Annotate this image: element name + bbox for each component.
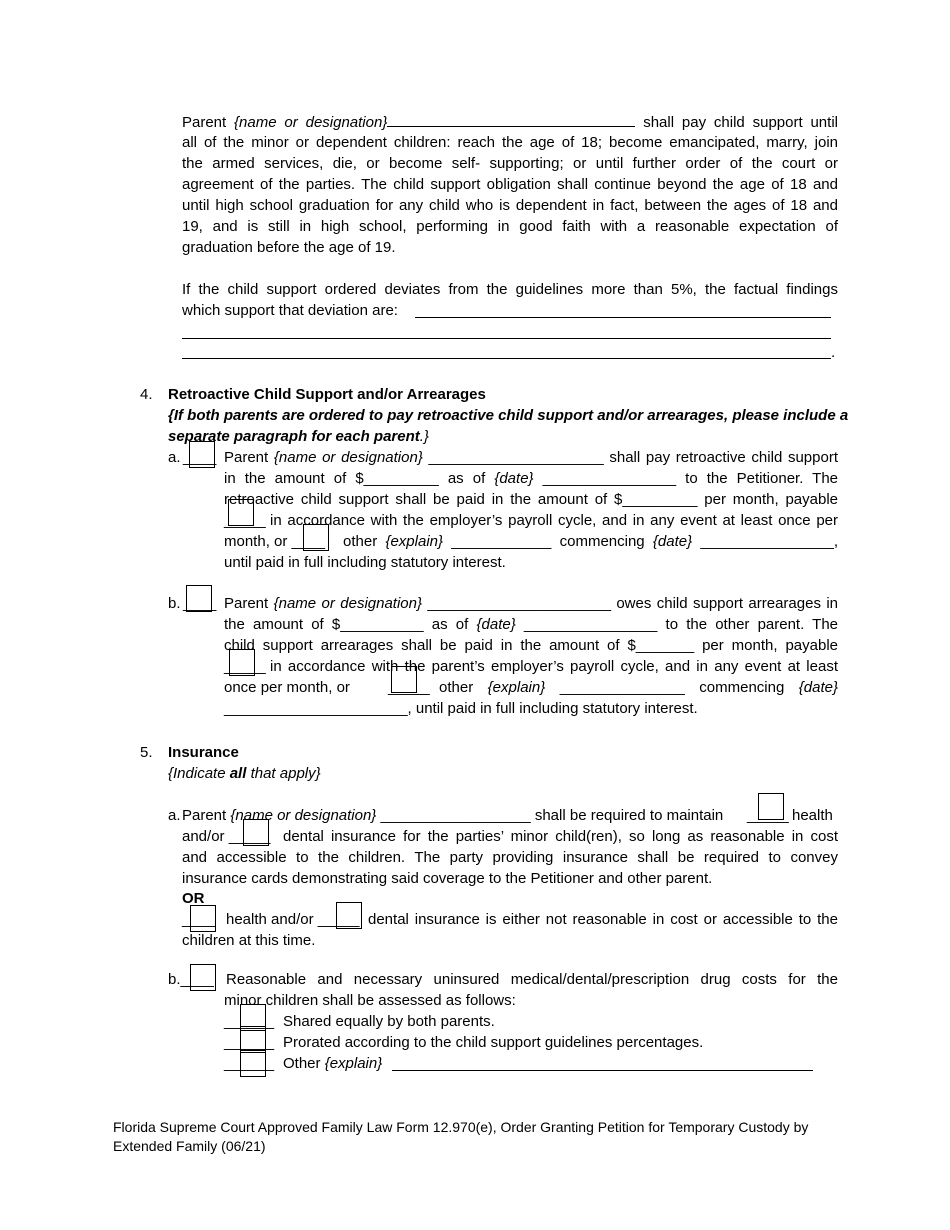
option-prorated-underscores: ______ (224, 1034, 275, 1051)
checkbox-other[interactable] (240, 1050, 266, 1077)
item-5b-label: b.____ (168, 971, 214, 988)
checkbox-5a-not-reasonable-dental[interactable] (336, 902, 362, 929)
checkbox-prorated[interactable] (240, 1026, 266, 1053)
option-shared-equally: Shared equally by both parents. (283, 1013, 495, 1030)
item-4b-label: b. (168, 595, 181, 612)
option-other-underscores: ______ (224, 1055, 275, 1072)
item-4a-line-2: in the amount of $_________ as of {date} ________________ to the Petitioner. The (224, 470, 839, 487)
other-explain-blank[interactable] (392, 1070, 813, 1071)
item-5a-line-7: children at this time. (182, 932, 316, 949)
item-4a-label: a. (168, 449, 181, 466)
item-5a-line-4: insurance cards demonstrating said coverage to the Petitioner and other parent. (182, 870, 713, 887)
section-5-number: 5. (140, 744, 153, 761)
deviation-line-1: If the child support ordered deviates from the guidelines more than 5%, the factual findings (182, 281, 838, 298)
item-5a-line-6: dental insurance is either not reasonable in cost or accessible to the (368, 911, 838, 928)
checkbox-4a-other[interactable] (303, 524, 329, 551)
deviation-findings-blank-1[interactable] (415, 317, 831, 318)
intro-line-5: until high school graduation for any child who is dependent in fact, between the ages of 18 and (182, 197, 838, 214)
option-prorated: Prorated according to the child support guidelines percentages. (283, 1034, 704, 1051)
footer-line-1: Florida Supreme Court Approved Family Law Form 12.970(e), Order Granting Petition for Temporary Custody by (113, 1119, 809, 1135)
section-4-number: 4. (140, 386, 153, 403)
section-5-heading: Insurance (168, 744, 239, 761)
item-4a-lead-underscores: ____ (183, 449, 217, 466)
item-4b-line-3: child support arrearages shall be paid in the amount of $_______ per month, payable (224, 637, 838, 654)
checkbox-4b-payroll[interactable] (229, 649, 255, 676)
item-5a-label: a. (168, 807, 181, 824)
item-4b-line-5-rest: other {explain} _______________ commencing {date} (439, 679, 839, 696)
item-4a-line-5: month, or ____ (224, 533, 325, 550)
checkbox-4b[interactable] (186, 585, 212, 612)
deviation-period: . (831, 344, 836, 361)
intro-line-3: the armed services, die, or become self- supporting; or until further order of the court or (182, 155, 838, 172)
item-4b-line-4-underscores: _____ (224, 658, 266, 675)
checkbox-4b-other[interactable] (391, 666, 417, 693)
section-4-note-2: separate paragraph for each parent.} (168, 428, 429, 445)
item-4b-line-5: once per month, or (224, 679, 350, 696)
item-5a-health-underscores: _____ (747, 807, 789, 824)
intro-line-4: agreement of the parties. The child support obligation shall continue beyond the age of 18 and (182, 176, 838, 193)
item-5a-health-label: health (792, 807, 833, 824)
item-5a-and-or: and/or _____ (182, 828, 271, 845)
footer-line-2: Extended Family (06/21) (113, 1138, 266, 1154)
item-4a-line-4-underscores: _____ (224, 512, 266, 529)
option-shared-underscores: ______ (224, 1013, 275, 1030)
item-4a-line-5-rest: other {explain} ____________ commencing {date} ________________, (343, 533, 839, 550)
item-4b-line-5-underscores: _____ (388, 679, 430, 696)
intro-line-1: Parent {name or designation} shall pay child support until (182, 114, 838, 131)
deviation-findings-blank-3[interactable] (182, 358, 831, 359)
checkbox-5a-dental[interactable] (243, 819, 269, 846)
checkbox-5a-health[interactable] (758, 793, 784, 820)
section-5-note: {Indicate all that apply} (168, 765, 321, 782)
checkbox-5a-not-reasonable-health[interactable] (190, 905, 216, 932)
option-other: Other {explain} (283, 1055, 383, 1072)
section-4-note-1: {If both parents are ordered to pay retroactive child support and/or arrearages, please include a (168, 407, 849, 424)
item-5a-line-1: Parent {name or designation} __________________ shall be required to maintain (182, 807, 724, 824)
checkbox-5b[interactable] (190, 964, 216, 991)
item-5b-line-1: Reasonable and necessary uninsured medical/dental/prescription drug costs for the (226, 971, 838, 988)
item-4b-line-2: the amount of $__________ as of {date} ________________ to the other parent. The (224, 616, 839, 633)
intro-line-7: graduation before the age of 19. (182, 239, 396, 256)
section-4-heading: Retroactive Child Support and/or Arrearages (168, 386, 486, 403)
item-4b-line-6: ______________________, until paid in full including statutory interest. (224, 700, 698, 717)
item-5a-line-6-health: health and/or _____ (226, 911, 360, 928)
item-5a-line-3: and accessible to the children. The party providing insurance shall be required to convey (182, 849, 838, 866)
item-4a-line-1: Parent {name or designation} _____________________ shall pay retroactive child support (224, 449, 838, 466)
item-5a-or: OR (182, 890, 205, 907)
deviation-line-2: which support that deviation are: (182, 302, 398, 319)
item-4b-lead-underscores: ____ (183, 595, 217, 612)
checkbox-4a-payroll[interactable] (228, 499, 254, 526)
intro-line-2: all of the minor or dependent children: reach the age of 18; become emancipated, marry, join (182, 134, 838, 151)
item-4b-line-4: in accordance with the parent’s employer’s payroll cycle, and in any event at least (270, 658, 838, 675)
item-5a-line-2: dental insurance for the parties’ minor child(ren), so long as reasonable in cost (283, 828, 838, 845)
item-4b-line-1: Parent {name or designation} ______________________ owes child support arrearages in (224, 595, 839, 612)
item-4a-line-4: in accordance with the employer’s payroll cycle, and in any event at least once per (270, 512, 838, 529)
item-4a-line-3: retroactive child support shall be paid in the amount of $_________ per month, payable (224, 491, 838, 508)
support-payer-blank[interactable] (387, 112, 635, 127)
item-5b-line-2: minor children shall be assessed as follows: (224, 992, 516, 1009)
item-5a-line-6-underscores: ____ (182, 911, 216, 928)
deviation-findings-blank-2[interactable] (182, 338, 831, 339)
item-4a-line-6: until paid in full including statutory interest. (224, 554, 506, 571)
checkbox-4a[interactable] (189, 441, 215, 468)
intro-line-6: 19, and is still in high school, performing in good faith with a reasonable expectation of (182, 218, 838, 235)
